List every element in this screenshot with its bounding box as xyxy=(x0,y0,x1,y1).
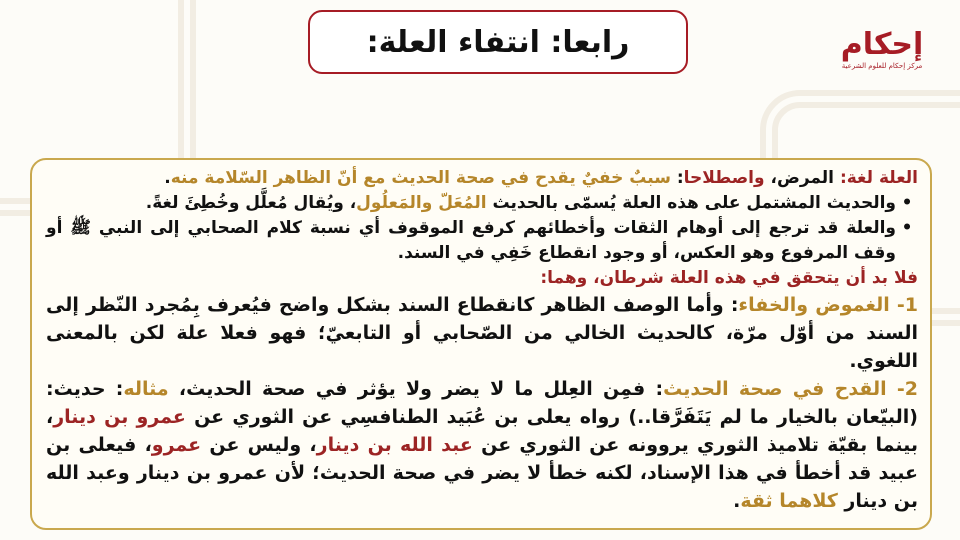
bullet-item xyxy=(46,216,918,266)
both-trusted: كلاهما ثقة xyxy=(740,490,838,512)
slide-title: رابعا: انتفاء العلة: xyxy=(366,24,630,60)
language-meaning: المرض، xyxy=(764,168,840,188)
example-text: ، فيعلى بن عبيد قد أخطأ في هذا الإسناد، لكنه خطأ لا يضر في صحة الحديث؛ لأن عمرو بن دينار وعبد الله بن دينار xyxy=(46,434,918,512)
colon: : xyxy=(670,168,684,188)
conditions-heading: فلا بد أن يتحقق في هذه العلة شرطان، وهما: xyxy=(540,268,918,288)
logo-subtitle: مركز إحكام للعلوم الشرعية xyxy=(841,62,923,70)
bullet-item xyxy=(46,191,918,216)
term-technical: واصطلاحا xyxy=(683,168,765,188)
example-text: : حديث: (البيّعان بالخيار ما لم يَتَفَرَّقا..) رواه يعلى بن عُبَيد الطنافسِي عن الثوري عن xyxy=(46,378,918,428)
condition-label: الغموض والخفاء xyxy=(738,294,890,316)
period: . xyxy=(733,490,741,512)
condition-label: القدح في صحة الحديث xyxy=(663,378,887,400)
logo-mark: إحكام xyxy=(840,27,924,62)
bullet1-text2: ، ويُقال مُعلَّل وخُطِئَ لغةً. xyxy=(145,193,357,213)
bullet-text xyxy=(46,191,896,216)
intro-paragraph xyxy=(46,166,918,191)
definition: سببٌ خفيٌ يقدح في صحة الحديث مع أنّ الظاهر السّلامة منه xyxy=(170,168,671,188)
bullet-icon: • xyxy=(901,193,913,213)
narrator-name: عمرو بن دينار xyxy=(53,406,186,428)
logo xyxy=(840,27,924,94)
condition-number: 2- xyxy=(886,378,918,400)
example-text: ، بينما بقيّة تلاميذ الثوري يروونه عن الثوري عن xyxy=(46,406,918,456)
example-text: ، وليس عن xyxy=(201,434,317,456)
condition-2 xyxy=(46,375,918,515)
narrator-name: عبد الله بن دينار xyxy=(316,434,473,456)
narrator-name: عمرو xyxy=(151,434,202,456)
content-panel xyxy=(30,158,932,530)
condition-text: : فمِن العِلل ما لا يضر ولا يؤثر في صحة الحديث، xyxy=(168,378,664,400)
term-language: العلة لغة: xyxy=(839,168,918,188)
bullet-text: والعلة قد ترجع إلى أوهام الثقات وأخطائهم كرفع الموقوف أي نسبة كلام الصحابي إلى النبي ﷺ أو وقف المرفوع وهو العكس، أو وجود انقطاع خَفِي في السند. xyxy=(46,218,896,263)
condition-number: 1- xyxy=(889,294,918,316)
bullet1-text1: والحديث المشتمل على هذه العلة يُسمّى بالحديث xyxy=(486,193,896,213)
bullet1-names: المُعَلّ والمَعلُول xyxy=(356,193,487,213)
period: . xyxy=(164,168,171,188)
condition-1 xyxy=(46,291,918,375)
condition-text: : وأما الوصف الظاهر كانقطاع السند بشكل واضح فيُعرف بِمُجرد النّظر إلى السند من أوّل مرّة، كالحديث الخالي من الصّحابي أو التابعيّ؛ فهو فعلا علة لكن بالمعنى اللغوي. xyxy=(46,294,918,372)
slide-title-box xyxy=(308,10,688,74)
example-label: مثاله xyxy=(123,378,169,400)
bullet-icon: • xyxy=(901,218,913,238)
